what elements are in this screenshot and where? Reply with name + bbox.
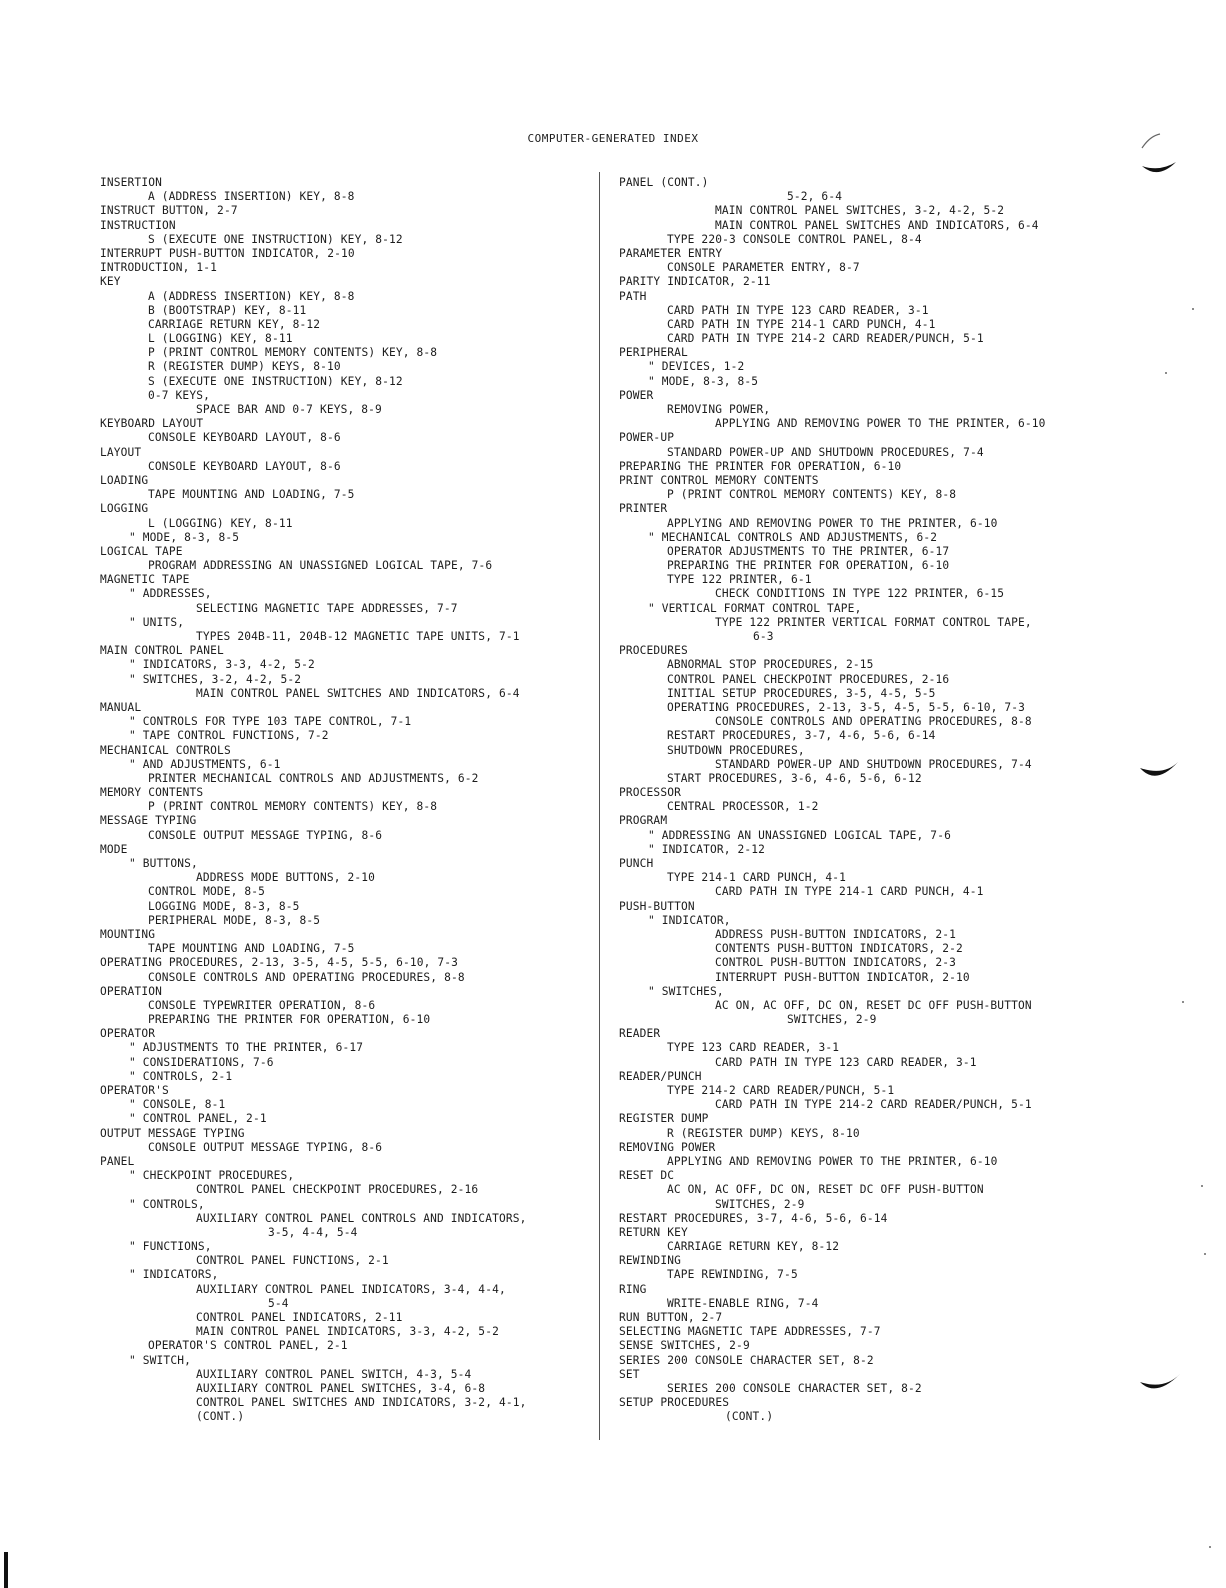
- index-entry: LAYOUT: [100, 445, 142, 459]
- index-entry: " BUTTONS,: [129, 857, 198, 870]
- index-entry: CHECK CONDITIONS IN TYPE 122 PRINTER, 6-15: [715, 587, 1005, 601]
- index-entry: (CONT.): [196, 1410, 245, 1424]
- index-entry: PREPARING THE PRINTER FOR OPERATION, 6-10: [667, 559, 950, 573]
- index-entry: 0-7 KEYS,: [148, 388, 210, 402]
- index-entry: PARITY INDICATOR, 2-11: [619, 275, 771, 289]
- index-entry: " MODE, 8-3, 8-5: [129, 530, 240, 544]
- index-entry: RESTART PROCEDURES, 3-7, 4-6, 5-6, 6-14: [667, 729, 936, 743]
- index-entry: SERIES 200 CONSOLE CHARACTER SET, 8-2: [667, 1381, 922, 1395]
- index-entry: LOGICAL TAPE: [100, 544, 183, 558]
- binder-hole-mark-top: [1120, 122, 1184, 182]
- index-entry: CONSOLE PARAMETER ENTRY, 8-7: [667, 261, 860, 275]
- index-entry: OPERATING PROCEDURES, 2-13, 3-5, 4-5, 5-5, 6-10, 7-3: [100, 956, 459, 970]
- speck: [1209, 1546, 1211, 1548]
- index-entry: L (LOGGING) KEY, 8-11: [148, 516, 293, 530]
- index-entry: STANDARD POWER-UP AND SHUTDOWN PROCEDURES, 7-4: [715, 757, 1032, 771]
- index-entry: CONTROL PANEL SWITCHES AND INDICATORS, 3-2, 4-1,: [196, 1396, 527, 1410]
- index-entry: L (LOGGING) KEY, 8-11: [148, 332, 293, 346]
- index-entry: TYPE 122 PRINTER VERTICAL FORMAT CONTROL TAPE,: [715, 615, 1032, 629]
- index-entry: " VERTICAL FORMAT CONTROL TAPE,: [648, 601, 862, 615]
- index-entry: TAPE MOUNTING AND LOADING, 7-5: [148, 488, 355, 502]
- index-entry: " CONSIDERATIONS, 7-6: [129, 1055, 274, 1069]
- index-entry: KEY: [100, 275, 121, 289]
- index-entry: TAPE MOUNTING AND LOADING, 7-5: [148, 942, 355, 956]
- index-entry: TAPE REWINDING, 7-5: [667, 1268, 798, 1282]
- index-entry: A (ADDRESS INSERTION) KEY, 8-8: [148, 190, 355, 204]
- index-entry: LOGGING: [100, 502, 149, 516]
- index-entry: PANEL: [100, 1154, 135, 1168]
- index-entry: " TAPE CONTROL FUNCTIONS, 7-2: [129, 729, 329, 743]
- index-entry: CONSOLE CONTROLS AND OPERATING PROCEDURES, 8-8: [148, 970, 465, 984]
- index-entry: AUXILIARY CONTROL PANEL SWITCH, 4-3, 5-4: [196, 1367, 472, 1381]
- index-entry: PRINT CONTROL MEMORY CONTENTS: [619, 473, 819, 487]
- index-entry: APPLYING AND REMOVING POWER TO THE PRINTER, 6-10: [715, 417, 1046, 431]
- index-entry: MAIN CONTROL PANEL SWITCHES AND INDICATORS, 6-4: [715, 218, 1039, 232]
- index-entry: CONSOLE CONTROLS AND OPERATING PROCEDURES, 8-8: [715, 715, 1032, 729]
- binder-hole-mark-bottom: [1124, 1366, 1186, 1402]
- index-entry: TYPES 204B-11, 204B-12 MAGNETIC TAPE UNITS, 7-1: [196, 630, 520, 643]
- index-entry: AUXILIARY CONTROL PANEL CONTROLS AND INDICATORS,: [196, 1211, 527, 1225]
- index-entry: SERIES 200 CONSOLE CHARACTER SET, 8-2: [619, 1353, 874, 1367]
- index-entry: SWITCHES, 2-9: [715, 1197, 805, 1211]
- index-entry: CONTROL MODE, 8-5: [148, 885, 266, 899]
- index-entry: " INDICATORS,: [129, 1268, 219, 1282]
- index-entry: WRITE-ENABLE RING, 7-4: [667, 1296, 819, 1310]
- index-entry: APPLYING AND REMOVING POWER TO THE PRINTER, 6-10: [667, 516, 998, 530]
- speck: [1182, 1001, 1184, 1003]
- index-entry: SELECTING MAGNETIC TAPE ADDRESSES, 7-7: [619, 1325, 881, 1339]
- index-entry: CARRIAGE RETURN KEY, 8-12: [667, 1240, 840, 1254]
- index-entry: SPACE BAR AND 0-7 KEYS, 8-9: [196, 403, 382, 416]
- index-entry: 3-5, 4-4, 5-4: [268, 1225, 358, 1239]
- index-entry: " INDICATOR, 2-12: [648, 842, 766, 856]
- index-entry: A (ADDRESS INSERTION) KEY, 8-8: [148, 289, 355, 303]
- index-entry: MEMORY CONTENTS: [100, 786, 204, 800]
- index-entry: SET: [619, 1367, 640, 1381]
- index-entry: PREPARING THE PRINTER FOR OPERATION, 6-10: [619, 459, 902, 473]
- index-entry: OPERATOR'S CONTROL PANEL, 2-1: [148, 1339, 348, 1353]
- index-entry: " FUNCTIONS,: [129, 1240, 212, 1254]
- index-entry: MAIN CONTROL PANEL INDICATORS, 3-3, 4-2, 5-2: [196, 1325, 499, 1339]
- index-entry: ABNORMAL STOP PROCEDURES, 2-15: [667, 658, 874, 672]
- index-entry: INTERRUPT PUSH-BUTTON INDICATOR, 2-10: [715, 970, 970, 984]
- index-entry: " INDICATORS, 3-3, 4-2, 5-2: [129, 658, 315, 672]
- index-entry: PROCESSOR: [619, 786, 681, 800]
- index-entry: CONSOLE OUTPUT MESSAGE TYPING, 8-6: [148, 828, 383, 842]
- page-title: COMPUTER-GENERATED INDEX: [527, 132, 699, 145]
- index-entry: " INDICATOR,: [648, 913, 731, 927]
- index-entry: PRINTER: [619, 502, 668, 516]
- index-entry: READER/PUNCH: [619, 1069, 702, 1083]
- index-entry: " ADJUSTMENTS TO THE PRINTER, 6-17: [129, 1041, 364, 1055]
- index-entry: RETURN KEY: [619, 1225, 688, 1239]
- index-entry: OPERATOR ADJUSTMENTS TO THE PRINTER, 6-17: [667, 544, 950, 558]
- index-entry: PROGRAM: [619, 814, 668, 828]
- index-entry: TYPE 122 PRINTER, 6-1: [667, 573, 812, 587]
- index-entry: " AND ADJUSTMENTS, 6-1: [129, 757, 281, 771]
- binder-hole-mark-middle: [1126, 756, 1186, 792]
- index-entry: TYPE 214-1 CARD PUNCH, 4-1: [667, 871, 847, 885]
- index-entry: REGISTER DUMP: [619, 1112, 709, 1126]
- index-entry: (CONT.): [725, 1410, 774, 1424]
- index-entry: MOUNTING: [100, 927, 156, 941]
- index-entry: INSTRUCTION: [100, 218, 176, 232]
- index-entry: MAIN CONTROL PANEL: [100, 644, 224, 658]
- index-entry: SWITCHES, 2-9: [787, 1013, 877, 1027]
- speck: [1165, 372, 1167, 374]
- index-entry: 5-4: [268, 1296, 289, 1310]
- index-entry: RESTART PROCEDURES, 3-7, 4-6, 5-6, 6-14: [619, 1211, 888, 1225]
- index-entry: " CONSOLE, 8-1: [129, 1098, 226, 1112]
- speck: [1201, 1185, 1203, 1187]
- index-entry: SELECTING MAGNETIC TAPE ADDRESSES, 7-7: [196, 601, 458, 615]
- index-entry: INSTRUCT BUTTON, 2-7: [100, 204, 238, 218]
- index-entry: CARD PATH IN TYPE 214-2 CARD READER/PUNCH, 5-1: [667, 332, 984, 346]
- index-entry: PERIPHERAL MODE, 8-3, 8-5: [148, 913, 321, 927]
- index-entry: MODE: [100, 842, 128, 856]
- index-entry: CONSOLE KEYBOARD LAYOUT, 8-6: [148, 459, 341, 473]
- index-entry: B (BOOTSTRAP) KEY, 8-11: [148, 303, 307, 317]
- index-entry: P (PRINT CONTROL MEMORY CONTENTS) KEY, 8-8: [148, 346, 438, 360]
- index-entry: INTRODUCTION, 1-1: [100, 261, 218, 275]
- index-entry: PANEL (CONT.): [619, 176, 709, 189]
- index-entry: PATH: [619, 289, 647, 303]
- index-entry: REWINDING: [619, 1254, 681, 1268]
- index-entry: INTERRUPT PUSH-BUTTON INDICATOR, 2-10: [100, 246, 355, 260]
- index-entry: OPERATOR'S: [100, 1084, 169, 1097]
- scan-edge-mark: [4, 1552, 8, 1588]
- index-entry: " ADDRESSING AN UNASSIGNED LOGICAL TAPE, 7-6: [648, 828, 951, 842]
- index-entry: PARAMETER ENTRY: [619, 246, 723, 260]
- index-entry: R (REGISTER DUMP) KEYS, 8-10: [667, 1126, 860, 1140]
- index-entry: CONTROL PANEL FUNCTIONS, 2-1: [196, 1254, 389, 1268]
- index-entry: P (PRINT CONTROL MEMORY CONTENTS) KEY, 8-8: [667, 488, 957, 502]
- index-entry: TYPE 123 CARD READER, 3-1: [667, 1041, 840, 1055]
- column-divider: [599, 172, 600, 1440]
- index-entry: MECHANICAL CONTROLS: [100, 743, 231, 757]
- index-entry: SHUTDOWN PROCEDURES,: [667, 743, 805, 757]
- index-entry: OPERATION: [100, 984, 162, 998]
- index-entry: PREPARING THE PRINTER FOR OPERATION, 6-10: [148, 1013, 431, 1027]
- index-entry: PROGRAM ADDRESSING AN UNASSIGNED LOGICAL TAPE, 7-6: [148, 559, 493, 573]
- index-entry: " MECHANICAL CONTROLS AND ADJUSTMENTS, 6-2: [648, 530, 938, 544]
- index-entry: CONTROL PANEL CHECKPOINT PROCEDURES, 2-16: [196, 1183, 479, 1197]
- index-entry: ADDRESS MODE BUTTONS, 2-10: [196, 871, 376, 885]
- index-entry: POWER-UP: [619, 431, 675, 445]
- index-entry: OPERATOR: [100, 1027, 156, 1041]
- index-entry: TYPE 220-3 CONSOLE CONTROL PANEL, 8-4: [667, 232, 922, 246]
- index-entry: CONTENTS PUSH-BUTTON INDICATORS, 2-2: [715, 942, 963, 956]
- index-entry: CONTROL PANEL INDICATORS, 2-11: [196, 1311, 403, 1324]
- speck: [1192, 308, 1194, 310]
- index-entry: INSERTION: [100, 176, 162, 189]
- index-entry: AC ON, AC OFF, DC ON, RESET DC OFF PUSH-BUTTON: [715, 998, 1032, 1012]
- index-entry: RUN BUTTON, 2-7: [619, 1311, 723, 1324]
- index-entry: READER: [619, 1027, 661, 1041]
- index-entry: AUXILIARY CONTROL PANEL SWITCHES, 3-4, 6-8: [196, 1381, 486, 1395]
- index-entry: P (PRINT CONTROL MEMORY CONTENTS) KEY, 8-8: [148, 800, 438, 814]
- index-entry: AUXILIARY CONTROL PANEL INDICATORS, 3-4, 4-4,: [196, 1282, 506, 1296]
- index-entry: S (EXECUTE ONE INSTRUCTION) KEY, 8-12: [148, 232, 403, 246]
- index-entry: " DEVICES, 1-2: [648, 360, 745, 374]
- index-entry: 6-3: [753, 630, 774, 643]
- index-entry: CARD PATH IN TYPE 214-1 CARD PUNCH, 4-1: [715, 885, 984, 899]
- index-entry: ADDRESS PUSH-BUTTON INDICATORS, 2-1: [715, 927, 956, 941]
- index-entry: " SWITCHES,: [648, 984, 724, 998]
- index-column-left: [100, 176, 594, 1425]
- index-entry: PRINTER MECHANICAL CONTROLS AND ADJUSTMENTS, 6-2: [148, 771, 479, 785]
- index-entry: CONTROL PUSH-BUTTON INDICATORS, 2-3: [715, 956, 956, 970]
- index-entry: MANUAL: [100, 700, 142, 714]
- index-entry: " SWITCH,: [129, 1353, 191, 1367]
- index-entry: S (EXECUTE ONE INSTRUCTION) KEY, 8-12: [148, 374, 403, 388]
- index-entry: " SWITCHES, 3-2, 4-2, 5-2: [129, 672, 302, 686]
- index-entry: TYPE 214-2 CARD READER/PUNCH, 5-1: [667, 1084, 895, 1097]
- index-entry: " CHECKPOINT PROCEDURES,: [129, 1169, 295, 1183]
- index-entry: " CONTROL PANEL, 2-1: [129, 1112, 267, 1126]
- index-entry: MAIN CONTROL PANEL SWITCHES, 3-2, 4-2, 5-2: [715, 204, 1005, 218]
- index-entry: SENSE SWITCHES, 2-9: [619, 1339, 750, 1353]
- index-entry: " CONTROLS,: [129, 1197, 205, 1211]
- index-entry: MAGNETIC TAPE: [100, 573, 190, 587]
- index-entry: CARRIAGE RETURN KEY, 8-12: [148, 317, 321, 331]
- index-entry: REMOVING POWER,: [667, 403, 771, 416]
- index-entry: PUNCH: [619, 857, 654, 870]
- index-entry: " CONTROLS FOR TYPE 103 TAPE CONTROL, 7-1: [129, 715, 412, 729]
- index-entry: OUTPUT MESSAGE TYPING: [100, 1126, 245, 1140]
- index-entry: POWER: [619, 388, 654, 402]
- index-entry: OPERATING PROCEDURES, 2-13, 3-5, 4-5, 5-5, 6-10, 7-3: [667, 700, 1026, 714]
- index-entry: CONSOLE TYPEWRITER OPERATION, 8-6: [148, 998, 376, 1012]
- index-entry: REMOVING POWER: [619, 1140, 716, 1154]
- index-entry: CARD PATH IN TYPE 123 CARD READER, 3-1: [715, 1055, 977, 1069]
- speck: [1204, 1253, 1206, 1255]
- index-entry: 5-2, 6-4: [787, 190, 843, 204]
- index-entry: CONSOLE OUTPUT MESSAGE TYPING, 8-6: [148, 1140, 383, 1154]
- index-entry: KEYBOARD LAYOUT: [100, 417, 204, 431]
- index-entry: MESSAGE TYPING: [100, 814, 197, 828]
- index-entry: SETUP PROCEDURES: [619, 1396, 730, 1410]
- index-entry: START PROCEDURES, 3-6, 4-6, 5-6, 6-12: [667, 771, 922, 785]
- index-entry: LOGGING MODE, 8-3, 8-5: [148, 899, 300, 913]
- index-entry: " MODE, 8-3, 8-5: [648, 374, 759, 388]
- index-entry: PROCEDURES: [619, 644, 688, 658]
- index-entry: CONSOLE KEYBOARD LAYOUT, 8-6: [148, 431, 341, 445]
- index-entry: " CONTROLS, 2-1: [129, 1069, 233, 1083]
- index-entry: LOADING: [100, 473, 149, 487]
- index-entry: CARD PATH IN TYPE 214-2 CARD READER/PUNCH, 5-1: [715, 1098, 1032, 1112]
- index-entry: MAIN CONTROL PANEL SWITCHES AND INDICATORS, 6-4: [196, 686, 520, 700]
- index-entry: CENTRAL PROCESSOR, 1-2: [667, 800, 819, 814]
- index-entry: RESET DC: [619, 1169, 675, 1183]
- index-entry: STANDARD POWER-UP AND SHUTDOWN PROCEDURES, 7-4: [667, 445, 984, 459]
- index-entry: APPLYING AND REMOVING POWER TO THE PRINTER, 6-10: [667, 1154, 998, 1168]
- index-column-right: [619, 176, 1179, 1425]
- index-entry: CARD PATH IN TYPE 214-1 CARD PUNCH, 4-1: [667, 317, 936, 331]
- index-entry: " UNITS,: [129, 615, 185, 629]
- index-entry: PUSH-BUTTON: [619, 899, 695, 913]
- index-entry: CARD PATH IN TYPE 123 CARD READER, 3-1: [667, 303, 929, 317]
- index-entry: PERIPHERAL: [619, 346, 688, 360]
- index-entry: INITIAL SETUP PROCEDURES, 3-5, 4-5, 5-5: [667, 686, 936, 700]
- index-entry: CONTROL PANEL CHECKPOINT PROCEDURES, 2-16: [667, 672, 950, 686]
- index-entry: AC ON, AC OFF, DC ON, RESET DC OFF PUSH-BUTTON: [667, 1183, 984, 1197]
- index-entry: " ADDRESSES,: [129, 587, 212, 601]
- index-entry: R (REGISTER DUMP) KEYS, 8-10: [148, 360, 341, 374]
- index-entry: RING: [619, 1282, 647, 1296]
